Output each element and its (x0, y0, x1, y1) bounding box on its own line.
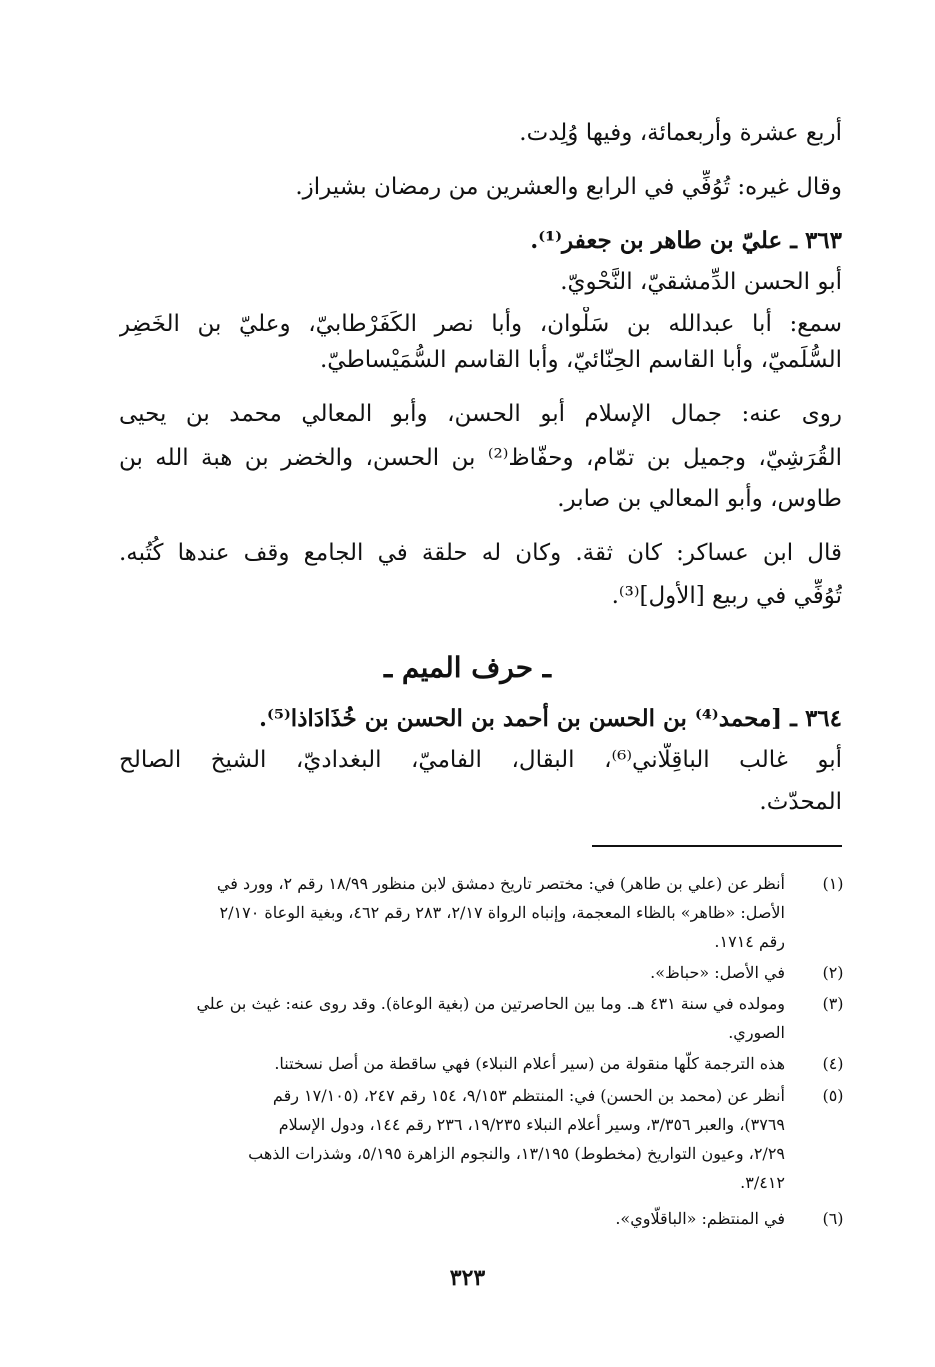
footnote-line: أنظر عن (علي بن طاهر) في: مختصر تاريخ دمشق لابن منظور ١٨/٩٩ رقم ٢، وورد في (216, 874, 785, 893)
footnote-line: الصوري. (728, 1023, 785, 1042)
footnote-line: ٢/٢٩، وعيون التواريخ (مخطوط) ١٣/١٩٥، والنجوم الزاهرة ٥/١٩٥، وشذرات الذهب (248, 1144, 785, 1163)
text-line: روى عنه: جمال الإسلام أبو الحسن، وأبو المعالي محمد بن يحيى (119, 401, 842, 427)
text-line: السُّلَميّ، وأبا القاسم الحِنّائيّ، وأبا القاسم السُّمَيْساطيّ. (320, 347, 842, 373)
text-line: سمع: أبا عبدالله بن سَلْوان، وأبا نصر الكَفَرْطابيّ، وعليّ بن الخَضِر (119, 311, 842, 337)
footnote-number: (٦) (822, 1209, 844, 1228)
footnote-line: ومولده في سنة ٤٣١ هـ. وما بين الحاصرتين من (بغية الوعاة). وقد روى عنه: غيث بن علي (196, 994, 785, 1013)
footnote-number: (٢) (822, 963, 844, 982)
text-line: أربع عشرة وأربعمائة، وفيها وُلِدت. (519, 120, 842, 146)
footnote-line: في الأصل: «حباظ». (650, 963, 785, 982)
footnote-separator (592, 845, 842, 847)
footnote-line: ٣٧٦٩)، والعبر ٣/٣٥٦، وسير أعلام النبلاء ١٩/٢٣٥، ٢٣٦ رقم ١٤٤، ودول الإسلام (278, 1115, 785, 1134)
footnote-line: هذه الترجمة كلّها منقولة من (سير أعلام النبلاء) فهي ساقطة من أصل نسختنا. (274, 1054, 785, 1073)
page-number: ٣٢٣ (449, 1265, 486, 1291)
text-line: وقال غيره: تُوُفِّي في الرابع والعشرين من رمضان بشيراز. (295, 174, 842, 200)
text-line: المحدّث. (759, 789, 842, 815)
section-heading: ـ حرف الميم ـ (383, 651, 551, 684)
footnote-line: رقم ١٧١٤. (714, 932, 785, 951)
footnote-line: أنظر عن (محمد بن الحسن) في: المنتظم ٩/١٥٣، ١٥٤ رقم ٢٤٧، (١٧/١٠٥ رقم (272, 1086, 785, 1105)
text-line: القُرَشِيّ، وجميل بن تمّام، وحفّاظ⁽²⁾ بن الحسن، والخضر بن هبة الله بن (119, 445, 842, 471)
entry-heading-363: ٣٦٣ ـ عليّ بن طاهر بن جعفر⁽¹⁾. (530, 227, 842, 254)
entry-heading-364: ٣٦٤ ـ [محمد⁽⁴⁾ بن الحسن بن أحمد بن الحسن بن خُذَادَاذا⁽⁵⁾. (259, 705, 842, 732)
footnote-number: (٤) (822, 1054, 844, 1073)
text-line: أبو الحسن الدِّمشقيّ، النَّحْويّ. (560, 269, 842, 295)
footnote-line: ٣/٤١٢. (740, 1173, 785, 1192)
footnote-number: (١) (822, 874, 844, 893)
text-line: تُوُفِّي في ربيع [الأول]⁽³⁾. (611, 583, 842, 609)
text-line: أبو غالب الباقِلّاني⁽⁶⁾، البقال، الفاميّ، البغداديّ، الشيخ الصالح (119, 747, 842, 773)
footnote-line: في المنتظم: «الباقلّاوي». (615, 1209, 785, 1228)
footnote-line: الأصل: «ظاهر» بالظاء المعجمة، وإنباه الرواة ٢/١٧، ٢٨٣ رقم ٤٦٢، وبغية الوعاة ٢/١٧٠ (219, 903, 785, 922)
footnote-number: (٥) (822, 1086, 844, 1105)
footnote-number: (٣) (822, 994, 844, 1013)
text-line: طاوس، وأبو المعالي بن صابر. (557, 486, 842, 512)
text-line: قال ابن عساكر: كان ثقة. وكان له حلقة في الجامع وقف عندها كُتُبه. (119, 540, 842, 566)
